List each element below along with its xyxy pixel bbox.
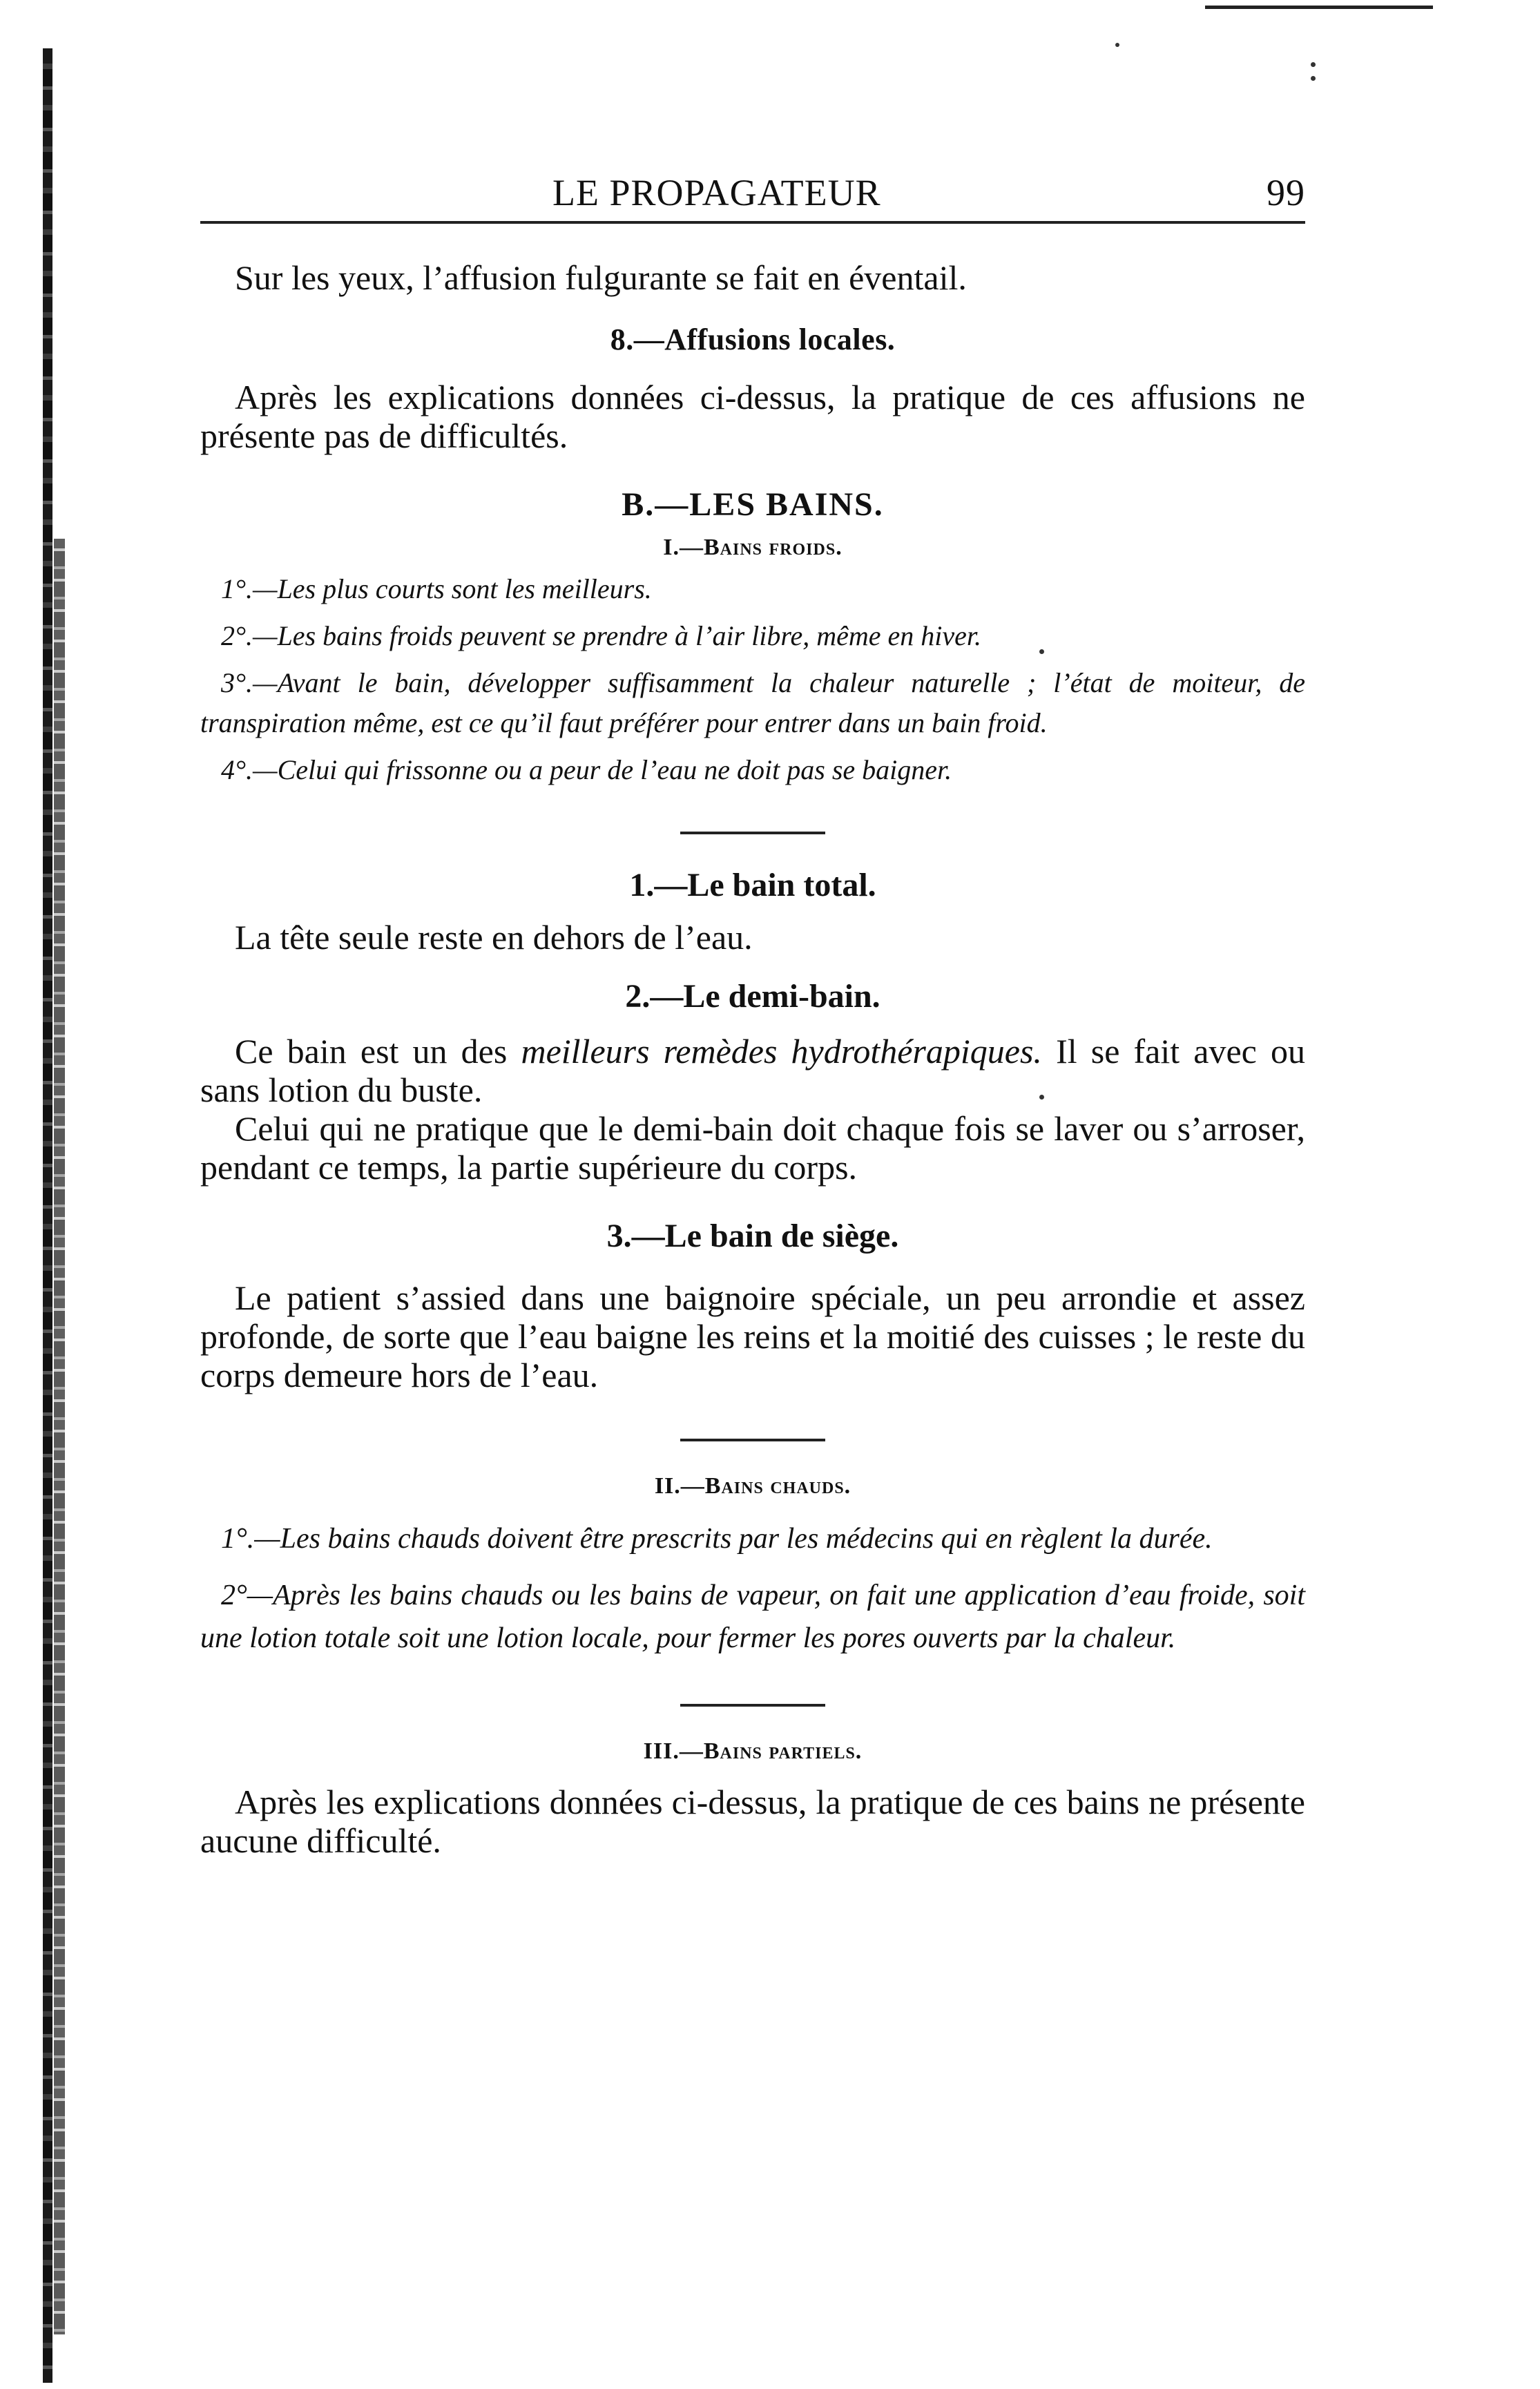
section-divider bbox=[680, 832, 825, 834]
speck bbox=[1311, 62, 1316, 67]
list-item: 3°.—Avant le bain, développer suffisamment la chaleur naturelle ; l’état de moiteur, de transpiration même, est ce qu’il faut préférer pour entrer dans un bain froid. bbox=[200, 667, 1305, 738]
list-item: 1°.—Les bains chauds doivent être prescrits par les médecins qui en règlent la durée. bbox=[221, 1523, 1213, 1555]
paragraph-yeux: Sur les yeux, l’affusion fulgurante se fait en éventail. bbox=[235, 258, 967, 297]
heading-bain-total: 1.—Le bain total. bbox=[629, 867, 876, 903]
bains-froids-list bbox=[200, 569, 1305, 790]
paragraph-bain-total: La tête seule reste en dehors de l’eau. bbox=[235, 918, 753, 957]
heading-affusions-locales: 8.—Affusions locales. bbox=[610, 323, 896, 356]
running-title: LE PROPAGATEUR bbox=[552, 172, 881, 213]
text-run: Ce bain est un des bbox=[235, 1032, 521, 1071]
section-divider bbox=[680, 1439, 825, 1441]
bains-chauds-list bbox=[200, 1517, 1305, 1660]
emphasis-text: meilleurs remèdes hydrothérapiques. bbox=[521, 1032, 1042, 1071]
heading-demi-bain: 2.—Le demi-bain. bbox=[625, 978, 880, 1015]
heading-les-bains: B.—LES BAINS. bbox=[622, 486, 884, 523]
paragraph-bain-siege: Le patient s’assied dans une baignoire spéciale, un peu arrondie et assez profonde, de sorte que l’eau baigne les reins et la moitié des cuisses ; le reste du corps demeure hors de l’eau. bbox=[200, 1278, 1305, 1394]
heading-bains-froids: I.—Bains froids. bbox=[663, 535, 843, 560]
paragraph-bains-partiels: Après les explications données ci-dessus, la pratique de ces bains ne présente aucune difficulté. bbox=[200, 1783, 1305, 1860]
page-number: 99 bbox=[1267, 172, 1305, 213]
list-item: 1°.—Les plus courts sont les meilleurs. bbox=[221, 573, 652, 604]
heading-bains-chauds: II.—Bains chauds. bbox=[654, 1473, 851, 1499]
speck bbox=[1115, 43, 1119, 47]
binding-shadow bbox=[54, 539, 65, 2334]
text-run: Il se fait avec ou sans lotion du buste. bbox=[200, 1032, 1305, 1109]
list-item: 2°.—Les bains froids peuvent se prendre à l’air libre, même en hiver. bbox=[221, 620, 982, 651]
section-divider bbox=[680, 1704, 825, 1707]
paragraph-demi-bain bbox=[200, 1032, 1305, 1109]
top-edge-mark bbox=[1205, 6, 1433, 9]
paragraph-affusions-locales: Après les explications données ci-dessus, la pratique de ces affusions ne présente pas de difficultés. bbox=[200, 378, 1305, 455]
heading-bain-siege: 3.—Le bain de siège. bbox=[606, 1218, 899, 1254]
page bbox=[200, 166, 1305, 1860]
speck bbox=[1311, 76, 1316, 81]
page-header bbox=[200, 166, 1305, 224]
heading-bains-partiels: III.—Bains partiels. bbox=[643, 1738, 863, 1764]
list-item: 2°—Après les bains chauds ou les bains de vapeur, on fait une application d’eau froide, soit une lotion totale soit une lotion locale, pour fermer les pores ouverts par la chaleur. bbox=[200, 1580, 1305, 1654]
paragraph-demi-bain-2: Celui qui ne pratique que le demi-bain doit chaque fois se laver ou s’arroser, pendant ce temps, la partie supérieure du corps. bbox=[200, 1109, 1305, 1187]
list-item: 4°.—Celui qui frissonne ou a peur de l’eau ne doit pas se baigner. bbox=[221, 754, 952, 785]
binding-edge bbox=[43, 48, 52, 2383]
